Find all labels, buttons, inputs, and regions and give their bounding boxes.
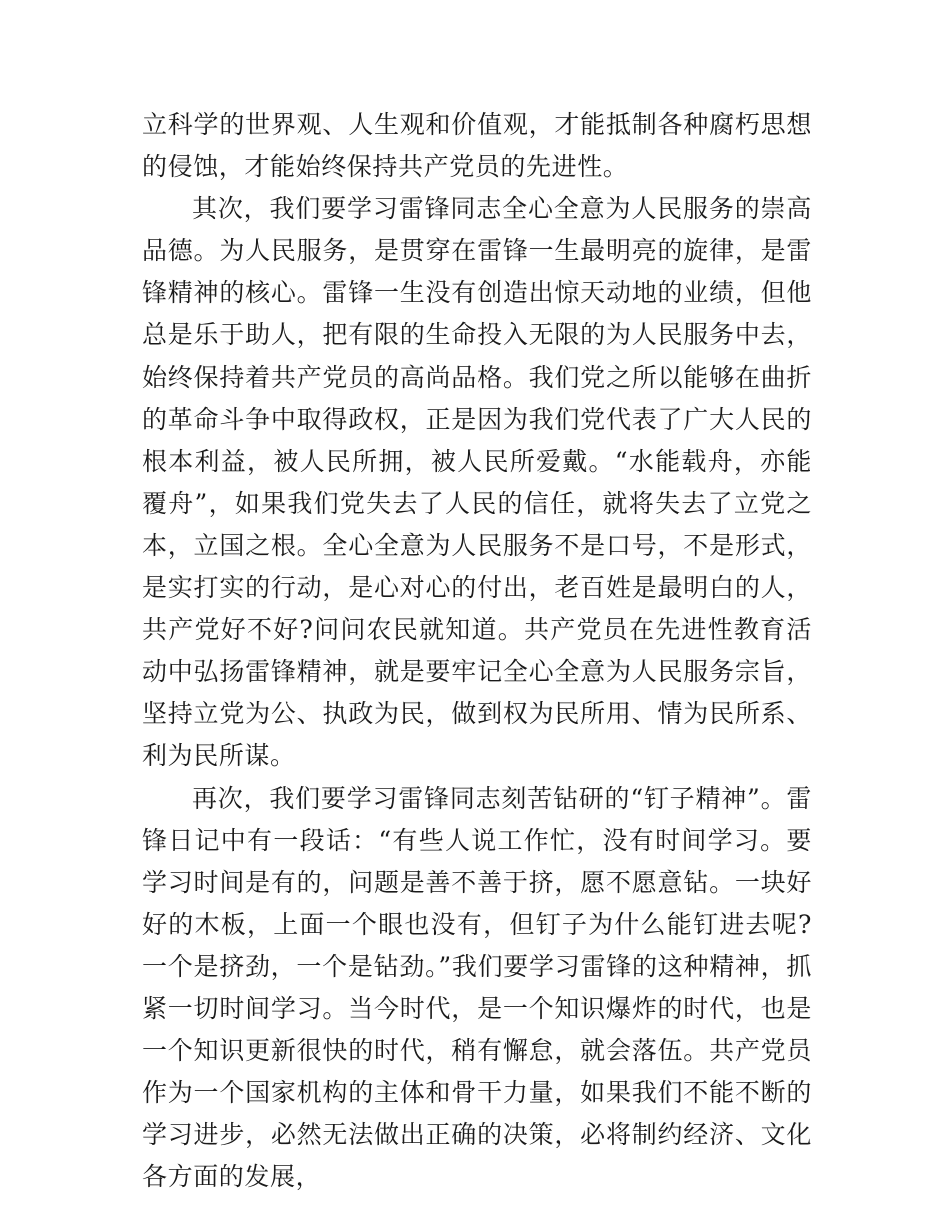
paragraph-continuation: 立科学的世界观、人生观和价值观，才能抵制各种腐朽思想的侵蚀，才能始终保持共产党员的先进性。 bbox=[142, 110, 812, 182]
document-body bbox=[142, 104, 812, 1198]
paragraph-nail-spirit: 再次，我们要学习雷锋同志刻苦钻研的“钉子精神”。雷锋日记中有一段话：“有些人说工作忙，没有时间学习。要学习时间是有的，问题是善不善于挤，愿不愿意钻。一块好好的木板，上面一个眼也没有，但钉子为什么能钉进去呢?一个是挤劲，一个是钻劲。”我们要学习雷锋的这种精神，抓紧一切时间学习。当今时代，是一个知识爆炸的时代，也是一个知识更新很快的时代，稍有懈怠，就会落伍。共产党员作为一个国家机构的主体和骨干力量，如果我们不能不断的学习进步，必然无法做出正确的决策，必将制约经济、文化各方面的发展， bbox=[142, 783, 812, 1192]
paragraph-serve-the-people: 其次，我们要学习雷锋同志全心全意为人民服务的崇高品德。为人民服务，是贯穿在雷锋一生最明亮的旋律，是雷锋精神的核心。雷锋一生没有创造出惊天动地的业绩，但他总是乐于助人，把有限的生命投入无限的为人民服务中去，始终保持着共产党员的高尚品格。我们党之所以能够在曲折的革命斗争中取得政权，正是因为我们党代表了广大人民的根本利益，被人民所拥，被人民所爱戴。“水能载舟，亦能覆舟”，如果我们党失去了人民的信任，就将失去了立党之本，立国之根。全心全意为人民服务不是口号，不是形式，是实打实的行动，是心对心的付出，老百姓是最明白的人，共产党好不好?问问农民就知道。共产党员在先进性教育活动中弘扬雷锋精神，就是要牢记全心全意为人民服务宗旨，坚持立党为公、执政为民，做到权为民所用、情为民所系、利为民所谋。 bbox=[142, 194, 812, 771]
